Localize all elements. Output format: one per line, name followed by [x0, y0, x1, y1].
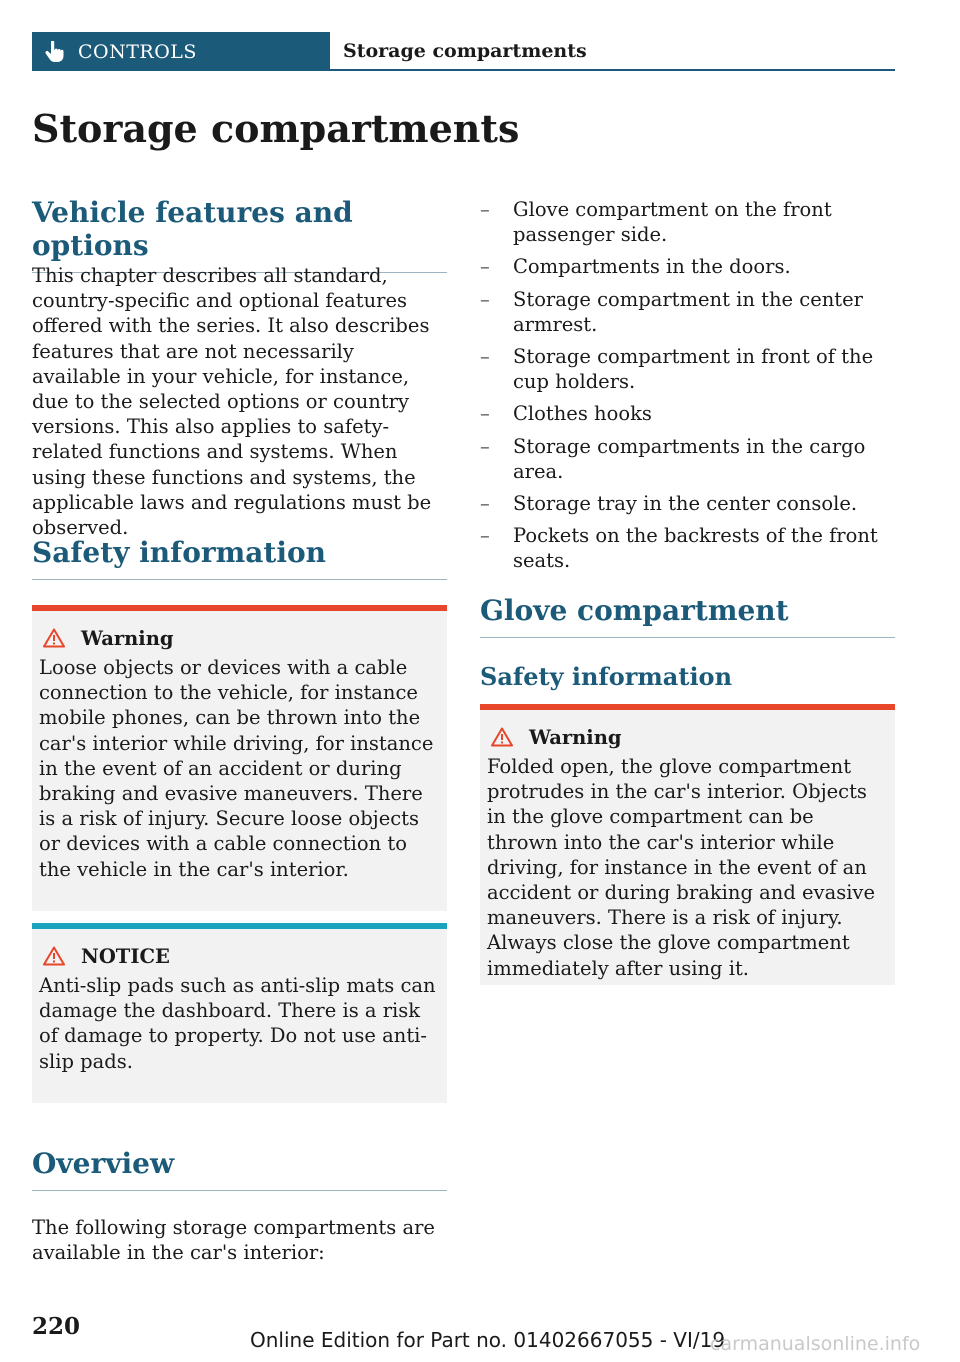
notice-header — [39, 943, 439, 969]
list-item: – Clothes hooks — [480, 401, 895, 426]
warning-triangle-icon — [491, 727, 513, 747]
list-item: – Glove compartment on the front passenger side. — [480, 197, 895, 247]
list-item: – Pockets on the backrests of the front seats. — [480, 523, 895, 573]
vehicle-features-text: This chapter describes all standard, country-specific and optional features offered with the series. It also describes features that are not necessarily available in your vehicle, for instance, due to the selected options or country versions. This also applies to safety-related functions and systems. When using these functions and systems, the applicable laws and regulations must be observed. — [32, 264, 432, 540]
safety-information-heading: Safety information — [32, 536, 447, 580]
glove-warning-label: Warning — [529, 725, 622, 749]
warning-text: Loose objects or devices with a cable connection to the vehicle, for instance mobile phones, can be thrown into the car's interior while driving, for instance in the event of an accident or during braking and evasive maneuvers. There is a risk of injury. Secure loose objects or devices with a cable connection to the vehicle in the car's interior. — [39, 656, 434, 881]
notice-label: NOTICE — [81, 944, 170, 968]
warning-triangle-icon — [43, 628, 65, 648]
overview-heading: Overview — [32, 1147, 447, 1191]
glove-warning-box — [480, 704, 895, 985]
pointing-hand-icon — [44, 41, 64, 63]
list-item: – Storage tray in the center console. — [480, 491, 895, 516]
glove-warning-text: Folded open, the glove compartment protrudes in the car's interior. Objects in the glove compartment can be thrown into the car's interior while driving, for instance in the event of an accident or during braking and evasive maneuvers. There is a risk of injury. Always close the glove compartment immediately after using it. — [487, 755, 875, 980]
warning-triangle-icon — [43, 946, 65, 966]
list-item: – Storage compartments in the cargo area. — [480, 434, 895, 484]
glove-warning-header — [487, 724, 887, 750]
overview-text: The following storage compartments are available in the car's interior: — [32, 1216, 435, 1265]
warning-label: Warning — [81, 626, 174, 650]
watermark: carmanualsonline.info — [710, 1333, 921, 1355]
glove-compartment-heading: Glove compartment — [480, 594, 895, 638]
vehicle-features-heading: Vehicle features and options — [32, 196, 447, 273]
notice-text: Anti-slip pads such as anti-slip mats can damage the dashboard. There is a risk of damage to property. Do not use anti-slip pads. — [39, 974, 436, 1073]
section-label: CONTROLS — [78, 40, 197, 63]
page-title: Storage compartments — [32, 106, 520, 151]
warning-box — [32, 605, 447, 911]
section-tab — [32, 32, 330, 71]
list-item: – Storage compartment in the center armrest. — [480, 287, 895, 337]
edition-line: Online Edition for Part no. 01402667055 - VI/19 — [250, 1328, 726, 1352]
list-item: – Storage compartment in front of the cup holders. — [480, 344, 895, 394]
page-header — [32, 32, 895, 71]
header-rule — [330, 69, 895, 71]
page-number: 220 — [32, 1313, 81, 1340]
running-title: Storage compartments — [343, 40, 587, 62]
notice-box — [32, 923, 447, 1103]
warning-header — [39, 625, 439, 651]
compartment-list — [480, 197, 895, 581]
glove-safety-subheading: Safety information — [480, 662, 733, 691]
list-item: – Compartments in the doors. — [480, 254, 895, 279]
